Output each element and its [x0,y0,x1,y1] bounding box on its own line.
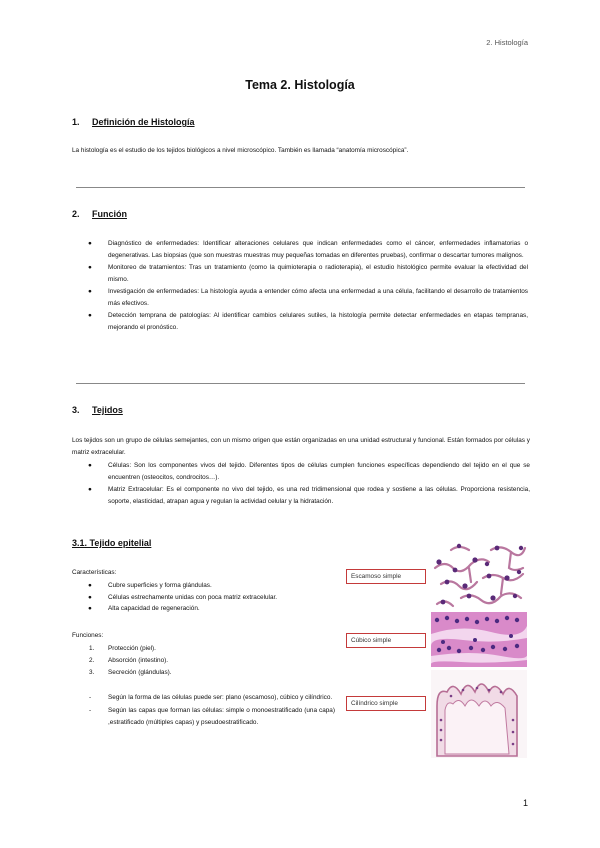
function-item: ● Detección temprana de patologías: Al identificar cambios celulares sutiles, la histología permite detectar enfermedades en etapas tempranas, mejorando el pronóstico. [88,312,528,331]
section-3-number: 3. [72,405,80,415]
cuboidal-micrograph [431,612,527,667]
page-number: 1 [522,798,528,808]
function-item: ● Monitoreo de tratamientos: Tras un tratamiento (como la quimioterapia o radioterapia), el estudio histológico permite evaluar la efectividad del mismo. [88,264,528,283]
columnar-micrograph [431,670,527,758]
dash-icon: - [89,707,92,714]
bullet-icon: ● [88,462,92,469]
bullet-icon: ● [88,264,92,271]
columnar-tissue-image [431,670,527,758]
bullet-icon: ● [88,312,92,319]
characteristic-item: ● Cubre superficies y forma glándulas. [88,580,338,592]
divider-1 [76,187,525,188]
functions-list [89,643,309,679]
bullet-icon: ● [88,593,92,601]
bullet-icon: ● [88,582,92,589]
bullet-icon: ● [88,486,92,493]
characteristic-item: ● Células estrechamente unidas con poca matriz extracelular. [88,592,338,604]
divider-2 [76,383,525,384]
label-columnar-simple: Cilíndrico simple [346,696,426,711]
label-squamous-simple: Escamoso simple [346,569,426,584]
tissue-components-list [88,460,530,507]
function-numbered-item: 2. Absorción (intestino). [89,657,169,664]
page-title: Tema 2. Histología [245,78,355,92]
section-1-heading [72,117,195,127]
running-header: 2. Histología [486,38,528,47]
label-cuboidal-simple: Cúbico simple [346,633,426,648]
bullet-icon: ● [88,240,92,247]
bullet-icon: ● [88,288,92,295]
tissue-component-item: ● Células: Son los componentes vivos del tejido. Diferentes tipos de células cumplen funciones específicas dependiendo del tejido en el que se encuentren (osteocitos, condrocitos…). [88,462,530,481]
classification-list [89,692,335,729]
function-item: ● Diagnóstico de enfermedades: Identificar alteraciones celulares que indican enfermedades como el cáncer, enfermedades inflamatorias o degenerativas. Las biopsias (que son muestras muestras muy pequeñas tomadas en diferentes pruebas), confirmar o descartar tumores malignos. [88,240,528,259]
tissue-component-item: ● Matriz Extracelular: Es el componente no vivo del tejido, es una red tridimensional que rodea y sostiene a las células. Proporciona resistencia, soporte, elasticidad, atrapan agua y regulan la actividad celular y la hidratación. [88,486,530,505]
section-1-number: 1. [72,117,80,127]
dash-icon: - [89,694,92,701]
section-2-number: 2. [72,209,80,219]
section-2-title: Función [92,209,127,219]
function-numbered-item: 3. Secreción (glándulas). [89,669,172,676]
characteristic-item: ● Alta capacidad de regeneración. [88,603,338,615]
squamous-tissue-image [431,538,527,612]
function-numbered-item: 1. Protección (piel). [89,645,156,652]
function-list [88,238,528,333]
functions-label: Funciones: [72,632,104,639]
squamous-micrograph [431,538,527,612]
characteristics-list [88,580,338,615]
classification-item: - Según las capas que forman las células: simple o monoestratificado (una capa) ,estratificado (múltiples capas) y pseudoestratificado. [89,707,335,726]
section-3-heading [72,405,123,415]
cuboidal-tissue-image [431,612,527,667]
section-3-intro: Los tejidos son un grupo de células semejantes, con un mismo origen que están organizadas en una unidad estructural y funcional. Están formados por células y matriz extracelular. [72,437,530,456]
subsection-3-1-heading: 3.1. Tejido epitelial [72,538,152,548]
section-3-title: Tejidos [92,405,123,415]
section-1-text: La histología es el estudio de los tejidos biológicos a nivel microscópico. También es llamada “anatomía microscópica”. [72,147,409,154]
function-item: ● Investigación de enfermedades: La histología ayuda a entender cómo afecta una enfermedad a una célula, facilitando el desarrollo de tratamientos más efectivos. [88,288,528,307]
section-2-heading [72,209,127,219]
bullet-icon: ● [88,605,92,612]
classification-item: - Según la forma de las células puede ser: plano (escamoso), cúbico y cilíndrico. [89,692,335,704]
characteristics-label: Características: [72,569,117,576]
section-1-title: Definición de Histología [92,117,195,127]
